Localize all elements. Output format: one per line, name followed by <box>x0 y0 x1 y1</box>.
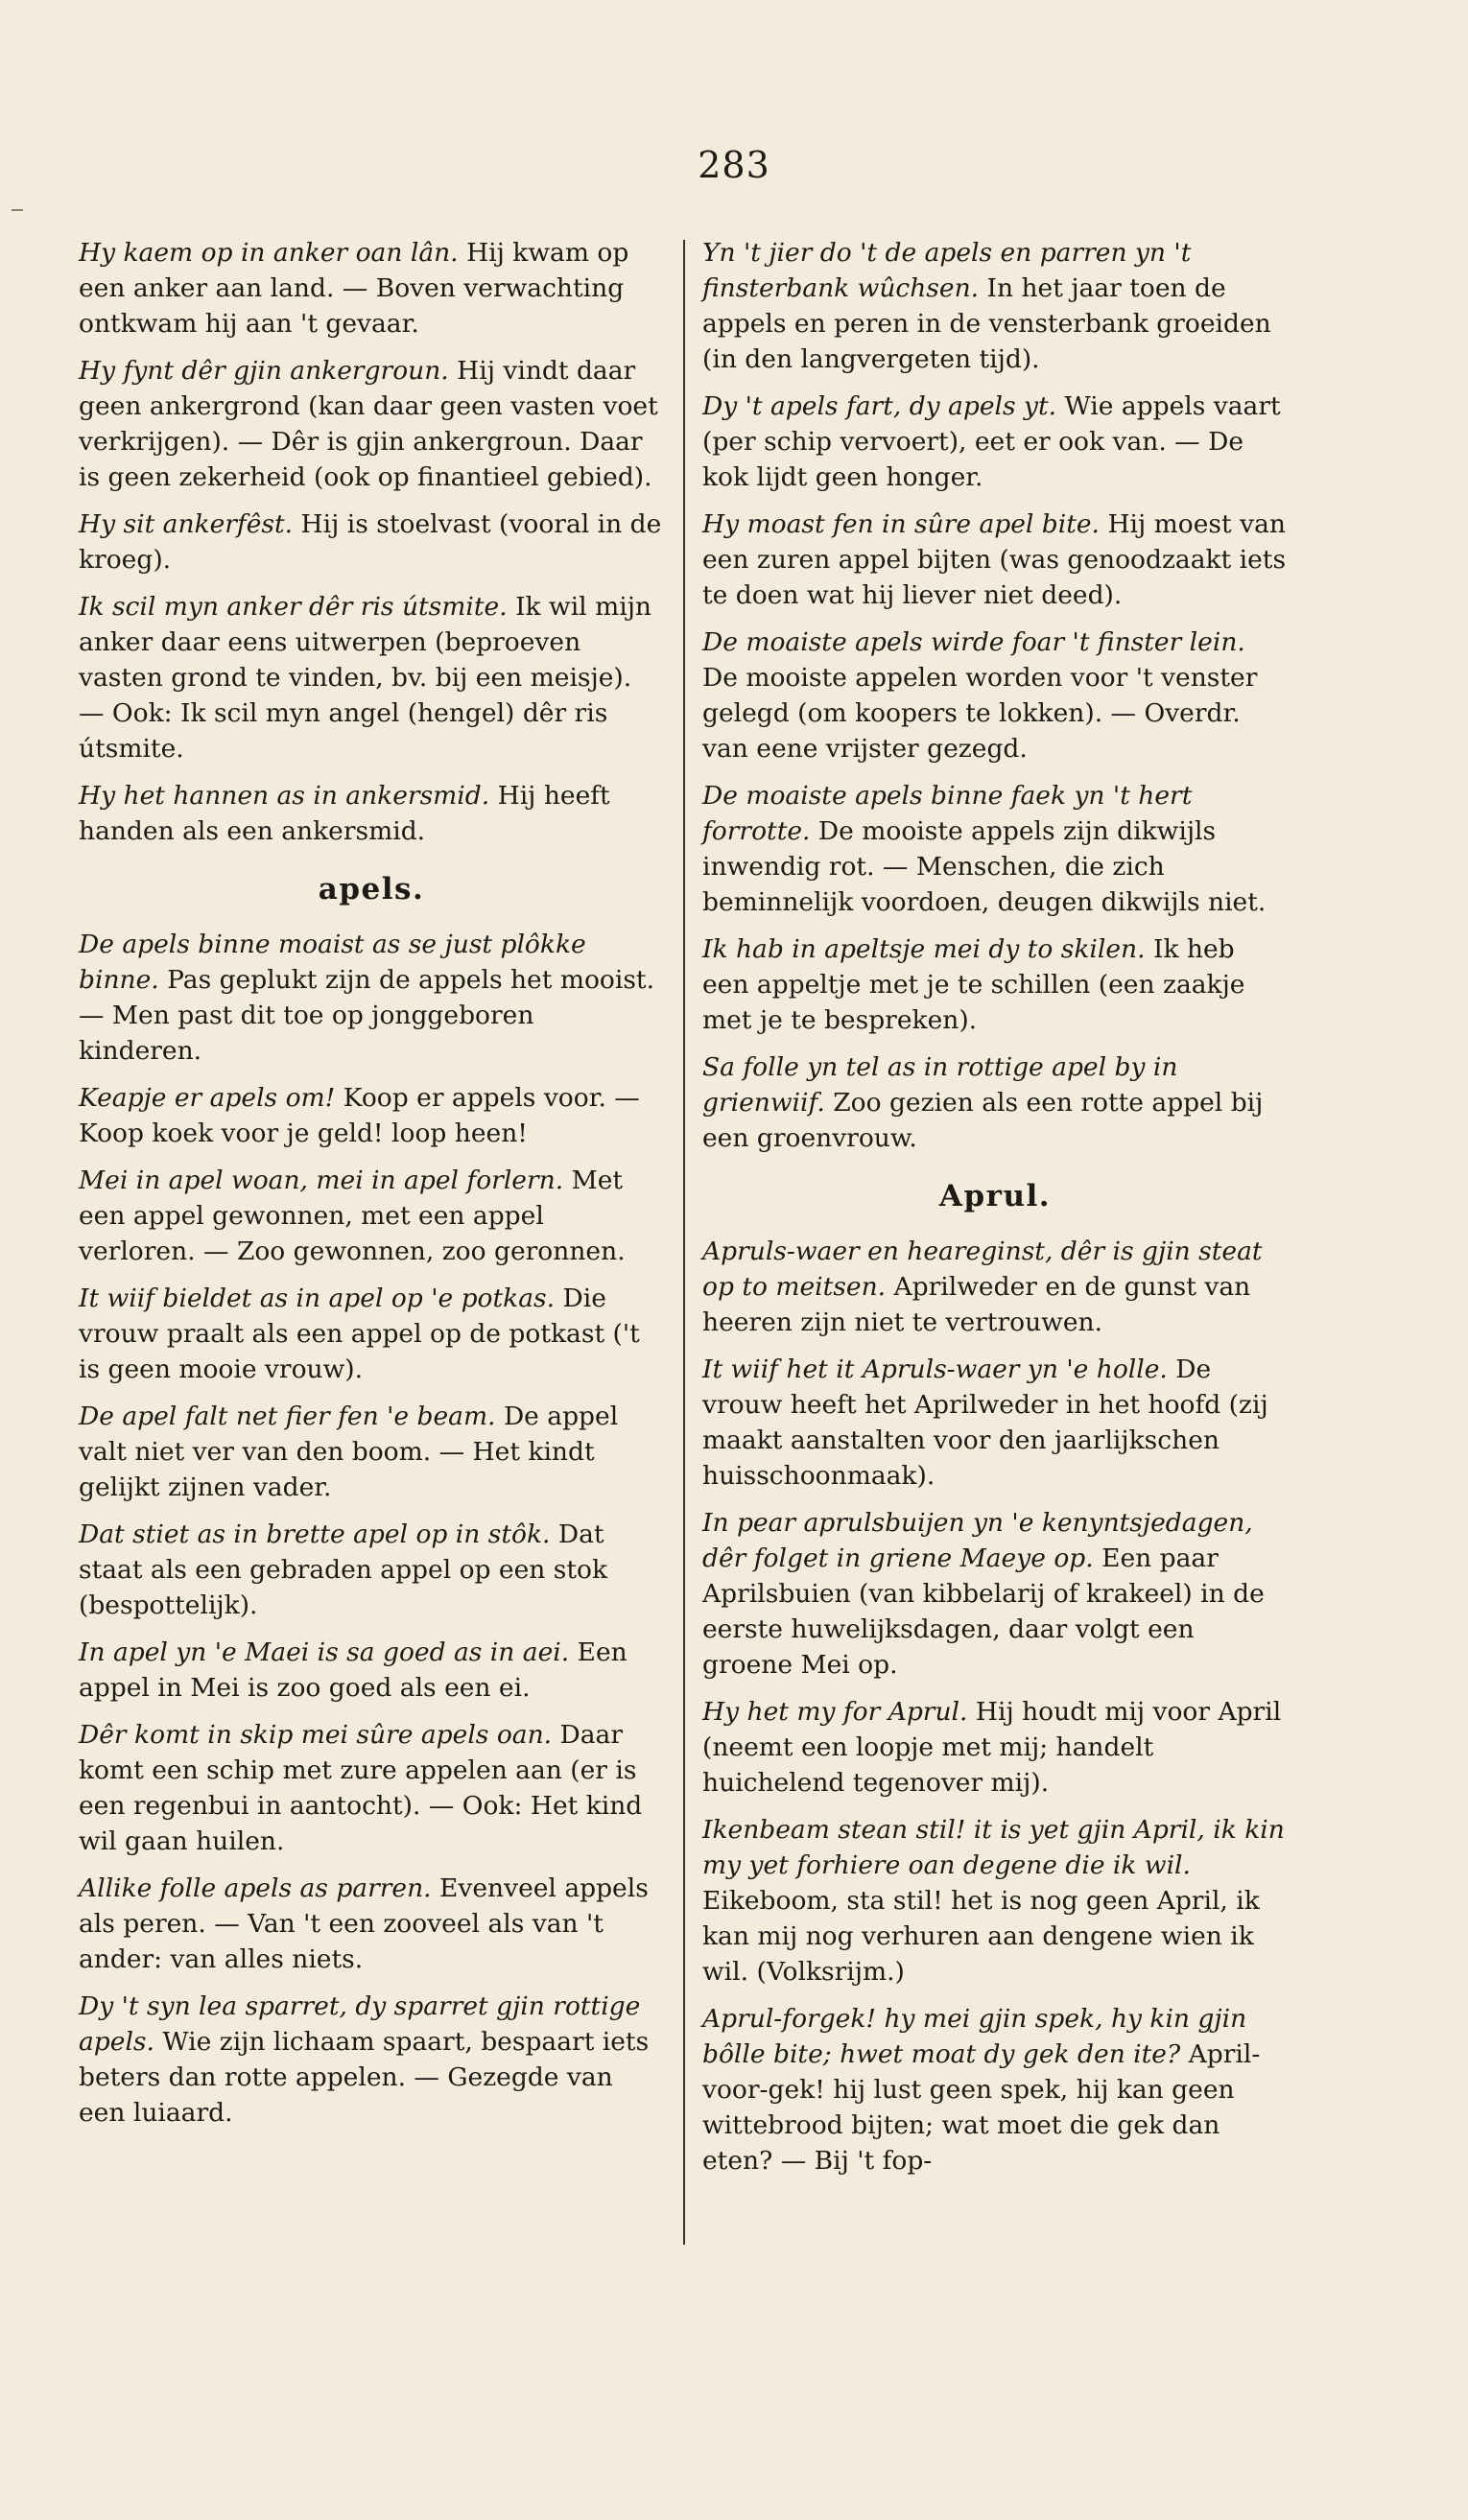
proverb-phrase: Allike folle apels as parren. <box>79 1873 432 1903</box>
proverb-gloss: Dat staat als een gebraden appel op een stok (bespottelijk). <box>79 1519 608 1620</box>
proverb-gloss: Aprilweder en de gunst van heeren zijn niet te vertrouwen. <box>702 1272 1251 1337</box>
section-heading: Aprul. <box>938 1179 1052 1213</box>
proverb-phrase: Sa folle yn tel as in rottige apel by in grienwiif. <box>702 1052 1178 1118</box>
proverb-entry <box>79 1281 664 1387</box>
proverb-phrase: Apruls-waer en heareginst, dêr is gjin steat op to meitsen. <box>702 1236 1263 1302</box>
margin-mark <box>12 209 23 211</box>
proverb-gloss: Hij kwam op een anker aan land. — Boven verwachting ontkwam hij aan 't gevaar. <box>79 238 629 339</box>
proverb-gloss: Hij vindt daar geen ankergrond (kan daar geen vasten voet verkrijgen). — Dêr is gjin ankergroun. Daar is geen zekerheid (ook op finantieel gebied). <box>79 356 658 492</box>
proverb-phrase: Dat stiet as in brette apel op in stôk. <box>79 1519 551 1549</box>
proverb-entry <box>79 1517 664 1623</box>
proverb-entry <box>702 389 1288 495</box>
proverb-gloss: Hij moest van een zuren appel bijten (was genoodzaakt iets te doen wat hij liever niet deed). <box>702 509 1287 610</box>
proverb-entry <box>702 1812 1288 1990</box>
proverb-entry <box>702 2001 1288 2179</box>
proverb-gloss: Een appel in Mei is zoo goed als een ei. <box>79 1637 627 1703</box>
proverb-gloss: Evenveel appels als peren. — Van 't een zooveel als van 't ander: van alles niets. <box>79 1873 649 1974</box>
proverb-gloss: Daar komt een schip met zure appelen aan (er is een regenbui in aantocht). — Ook: Het kind wil gaan huilen. <box>79 1720 643 1856</box>
proverb-entry <box>79 1163 664 1269</box>
proverb-phrase: Aprul-forgek! hy mei gjin spek, hy kin gjin bôlle bite; hwet moat dy gek den ite? <box>702 2004 1247 2069</box>
proverb-entry <box>79 778 664 849</box>
proverb-phrase: Ikenbeam stean stil! it is yet gjin April, ik kin my yet forhiere oan degene die ik wil. <box>702 1815 1285 1880</box>
proverb-gloss: Een paar Aprilsbuien (van kibbelarij of krakeel) in de eerste huwelijksdagen, daar volgt een groene Mei op. <box>702 1543 1265 1680</box>
proverb-phrase: Dy 't syn lea sparret, dy sparret gjin rottige apels. <box>79 1991 641 2057</box>
proverb-phrase: Hy sit ankerfêst. <box>79 509 294 539</box>
proverb-gloss: De mooiste appels zijn dikwijls inwendig rot. — Menschen, die zich beminnelijk voordoen, deugen dikwijls niet. <box>702 816 1267 917</box>
proverb-phrase: De apel falt net fier fen 'e beam. <box>79 1401 496 1431</box>
proverb-entry <box>702 1234 1288 1340</box>
proverb-gloss: De mooiste appelen worden voor 't venster gelegd (om koopers te lokken). — Overdr. van eene vrijster gezegd. <box>702 663 1258 764</box>
proverb-entry <box>79 1080 664 1151</box>
proverb-entry <box>79 1989 664 2131</box>
proverb-phrase: Mei in apel woan, mei in apel forlern. <box>79 1166 564 1195</box>
proverb-phrase: De apels binne moaist as se just plôkke binne. <box>79 930 586 995</box>
proverb-entry <box>702 1352 1288 1494</box>
proverb-entry <box>702 235 1288 377</box>
proverb-gloss: Hij heeft handen als een ankersmid. <box>79 781 610 846</box>
proverb-entry <box>702 1505 1288 1683</box>
proverb-gloss: In het jaar toen de appels en peren in de vensterbank groeiden (in den langvergeten tijd). <box>702 273 1271 374</box>
proverb-entry <box>79 927 664 1069</box>
proverb-gloss: Die vrouw praalt als een appel op de potkast ('t is geen mooie vrouw). <box>79 1284 640 1384</box>
proverb-gloss: Eikeboom, sta stil! het is nog geen April, ik kan mij nog verhuren aan dengene wien ik wil. (Volksrijm.) <box>702 1886 1260 1987</box>
proverb-entry <box>79 506 664 577</box>
proverb-gloss: Zoo gezien als een rotte appel bij een groenvrouw. <box>702 1088 1264 1153</box>
proverb-entry <box>79 1871 664 1977</box>
proverb-entry <box>79 235 664 341</box>
proverb-phrase: In apel yn 'e Maei is sa goed as in aei. <box>79 1637 570 1667</box>
proverb-phrase: De moaiste apels binne faek yn 't hert forrotte. <box>702 781 1193 846</box>
proverb-phrase: Hy het hannen as in ankersmid. <box>79 781 490 811</box>
proverb-entry <box>702 778 1288 920</box>
proverb-entry <box>702 931 1288 1038</box>
proverb-phrase: De moaiste apels wirde foar 't finster lein. <box>702 627 1245 657</box>
section-heading: apels. <box>318 872 425 907</box>
proverb-phrase: Yn 't jier do 't de apels en parren yn 't finsterbank wûchsen. <box>702 238 1192 303</box>
proverb-entry <box>702 1694 1288 1801</box>
proverb-phrase: Ik scil myn anker dêr ris útsmite. <box>79 592 508 622</box>
proverb-gloss: Ik heb een appeltje met je te schillen (een zaakje met je te bespreken). <box>702 934 1245 1035</box>
proverb-gloss: Wie zijn lichaam spaart, bespaart iets beters dan rotte appelen. — Gezegde van een luiaard. <box>79 2027 650 2128</box>
proverb-gloss: Hij houdt mij voor April (neemt een loopje met mij; handelt huichelend tegenover mij). <box>702 1697 1282 1798</box>
column-divider <box>683 240 685 2245</box>
proverb-entry <box>702 1049 1288 1156</box>
proverb-phrase: Dy 't apels fart, dy apels yt. <box>702 391 1057 421</box>
proverb-entry <box>79 353 664 495</box>
proverb-gloss: Met een appel gewonnen, met een appel verloren. — Zoo gewonnen, zoo geronnen. <box>79 1166 626 1266</box>
proverb-phrase: It wiif het it Apruls-waer yn 'e holle. <box>702 1354 1168 1384</box>
proverb-gloss: De vrouw heeft het Aprilweder in het hoofd (zij maakt aanstalten voor den jaarlijkschen huisschoonmaak). <box>702 1354 1268 1491</box>
proverb-entry <box>79 589 664 766</box>
page-number: 283 <box>698 144 770 186</box>
proverb-phrase: Hy het my for Aprul. <box>702 1697 968 1727</box>
proverb-phrase: Hy fynt dêr gjin ankergroun. <box>79 356 449 386</box>
proverb-phrase: It wiif bieldet as in apel op 'e potkas. <box>79 1284 556 1313</box>
proverb-gloss: Koop er appels voor. — Koop koek voor je geld! loop heen! <box>79 1083 640 1148</box>
proverb-entry <box>702 624 1288 766</box>
proverb-entry <box>702 506 1288 613</box>
proverb-gloss: De appel valt niet ver van den boom. — Het kindt gelijkt zijnen vader. <box>79 1401 619 1502</box>
proverb-phrase: Hy moast fen in sûre apel bite. <box>702 509 1100 539</box>
proverb-phrase: Keapje er apels om! <box>79 1083 336 1113</box>
proverb-phrase: In pear aprulsbuijen yn 'e kenyntsjedagen, dêr folget in griene Maeye op. <box>702 1508 1253 1573</box>
left-column <box>79 235 664 2142</box>
proverb-gloss: Pas geplukt zijn de appels het mooist. — Men past dit toe op jonggeboren kinderen. <box>79 965 654 1066</box>
proverb-phrase: Hy kaem op in anker oan lân. <box>79 238 459 268</box>
proverb-gloss: Hij is stoelvast (vooral in de kroeg). <box>79 509 662 575</box>
proverb-entry <box>79 1717 664 1859</box>
proverb-gloss: April-voor-gek! hij lust geen spek, hij kan geen wittebrood bijten; wat moet die gek dan eten? — Bij 't fop- <box>702 2039 1261 2176</box>
proverb-phrase: Ik hab in apeltsje mei dy to skilen. <box>702 934 1146 964</box>
proverb-gloss: Wie appels vaart (per schip vervoert), eet er ook van. — De kok lijdt geen honger. <box>702 391 1281 492</box>
proverb-entry <box>79 1635 664 1706</box>
proverb-phrase: Dêr komt in skip mei sûre apels oan. <box>79 1720 553 1750</box>
proverb-gloss: Ik wil mijn anker daar eens uitwerpen (beproeven vasten grond te vinden, bv. bij een meisje). — Ook: Ik scil myn angel (hengel) dêr ris útsmite. <box>79 592 651 764</box>
proverb-entry <box>79 1399 664 1505</box>
right-column <box>702 235 1288 2190</box>
